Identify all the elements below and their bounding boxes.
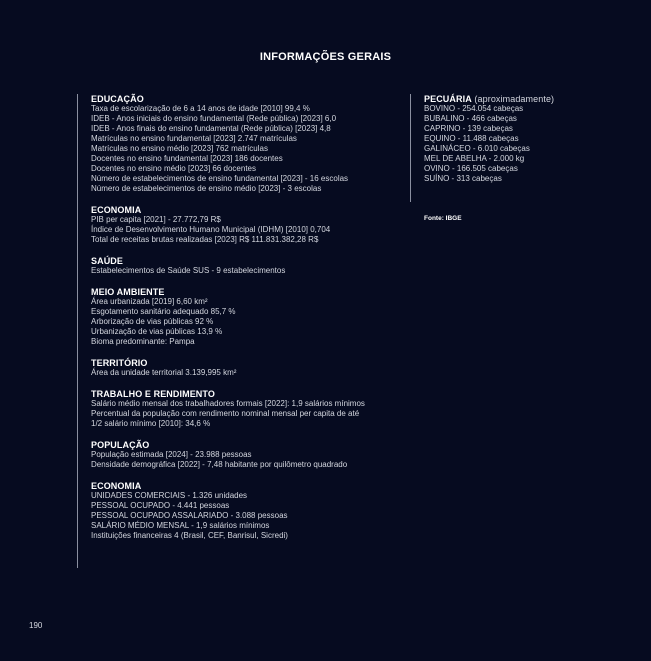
section	[91, 94, 411, 194]
info-line: SALÁRIO MÉDIO MENSAL - 1,9 salários mínimos	[91, 521, 270, 530]
info-line: CAPRINO - 139 cabeças	[424, 124, 513, 133]
info-line: IDEB - Anos finais do ensino fundamental (Rede pública) [2023] 4,8	[91, 124, 331, 133]
section	[91, 440, 411, 470]
info-line: Urbanização de vias públicas 13,9 %	[91, 327, 223, 336]
page-title: INFORMAÇÕES GERAIS	[259, 51, 392, 63]
info-line: Bioma predominante: Pampa	[91, 337, 195, 346]
info-line: UNIDADES COMERCIAIS - 1.326 unidades	[91, 491, 248, 500]
info-line: 1/2 salário mínimo [2010]: 34,6 %	[91, 419, 211, 428]
info-line: Total de receitas brutas realizadas [2023] R$ 111.831.382,28 R$	[91, 235, 319, 244]
section	[91, 389, 411, 429]
info-line: Esgotamento sanitário adequado 85,7 %	[91, 307, 236, 316]
section	[91, 287, 411, 347]
info-line: GALINÁCEO - 6.010 cabeças	[424, 144, 530, 153]
section-title	[424, 94, 624, 104]
info-line: Área da unidade territorial 3.139,995 km²	[91, 368, 237, 377]
section-title: TRABALHO E RENDIMENTO	[91, 389, 215, 399]
info-line: Número de estabelecimentos de ensino fundamental [2023] - 16 escolas	[91, 174, 349, 183]
info-line: Número de estabelecimentos de ensino médio [2023] - 3 escolas	[91, 184, 322, 193]
info-line: PESSOAL OCUPADO - 4.441 pessoas	[91, 501, 230, 510]
section-title: SAÚDE	[91, 256, 124, 266]
section-pecuaria	[424, 94, 624, 184]
info-line: Estabelecimentos de Saúde SUS - 9 estabelecimentos	[91, 266, 286, 275]
info-line: Docentes no ensino médio [2023] 66 docentes	[91, 164, 257, 173]
info-line: Taxa de escolarização de 6 a 14 anos de idade [2010] 99,4 %	[91, 104, 310, 113]
info-line: SUÍNO - 313 cabeças	[424, 174, 502, 183]
info-line: PIB per capita [2021] - 27.772,79 R$	[91, 215, 221, 224]
section-title: TERRITÓRIO	[91, 358, 148, 368]
section-title: POPULAÇÃO	[91, 440, 150, 450]
section-lines	[424, 104, 624, 184]
info-line: BOVINO - 254.054 cabeças	[424, 104, 524, 113]
section	[91, 205, 411, 245]
section-title: EDUCAÇÃO	[91, 94, 144, 104]
info-line: OVINO - 166.505 cabeças	[424, 164, 518, 173]
info-line: IDEB - Anos iniciais do ensino fundamental (Rede pública) [2023] 6,0	[91, 114, 337, 123]
section	[91, 358, 411, 378]
section-title: ECONOMIA	[91, 205, 142, 215]
right-column	[410, 94, 624, 202]
info-line: Percentual da população com rendimento nominal mensal per capita de até	[91, 409, 360, 418]
info-line: Matrículas no ensino médio [2023] 762 matrículas	[91, 144, 268, 153]
info-line: EQUINO - 11.488 cabeças	[424, 134, 519, 143]
section-title-main: PECUÁRIA	[424, 94, 472, 104]
page-number: 190	[29, 621, 43, 630]
info-line: Instituições financeiras 4 (Brasil, CEF, Banrisul, Sicredi)	[91, 531, 288, 540]
section	[91, 481, 411, 541]
info-line: Densidade demográfica [2022] - 7,48 habitante por quilômetro quadrado	[91, 460, 348, 469]
info-line: MEL DE ABELHA - 2.000 kg	[424, 154, 525, 163]
source-note: Fonte: IBGE	[424, 215, 462, 222]
info-line: Área urbanizada [2019] 6,60 km²	[91, 297, 208, 306]
info-line: PESSOAL OCUPADO ASSALARIADO - 3.088 pessoas	[91, 511, 288, 520]
section	[91, 256, 411, 276]
section-title: ECONOMIA	[91, 481, 142, 491]
info-line: Arborização de vias públicas 92 %	[91, 317, 214, 326]
info-line: Matrículas no ensino fundamental [2023] 2.747 matrículas	[91, 134, 297, 143]
info-line: População estimada [2024] - 23.988 pessoas	[91, 450, 252, 459]
info-line: Docentes no ensino fundamental [2023] 186 docentes	[91, 154, 283, 163]
left-column	[77, 94, 411, 568]
info-line: BUBALINO - 466 cabeças	[424, 114, 517, 123]
section-title-suffix: (aproximadamente)	[471, 94, 555, 104]
info-line: Índice de Desenvolvimento Humano Municipal (IDHM) [2010] 0,704	[91, 225, 331, 234]
section-title: MEIO AMBIENTE	[91, 287, 165, 297]
info-line: Salário médio mensal dos trabalhadores formais [2022]: 1,9 salários mínimos	[91, 399, 365, 408]
